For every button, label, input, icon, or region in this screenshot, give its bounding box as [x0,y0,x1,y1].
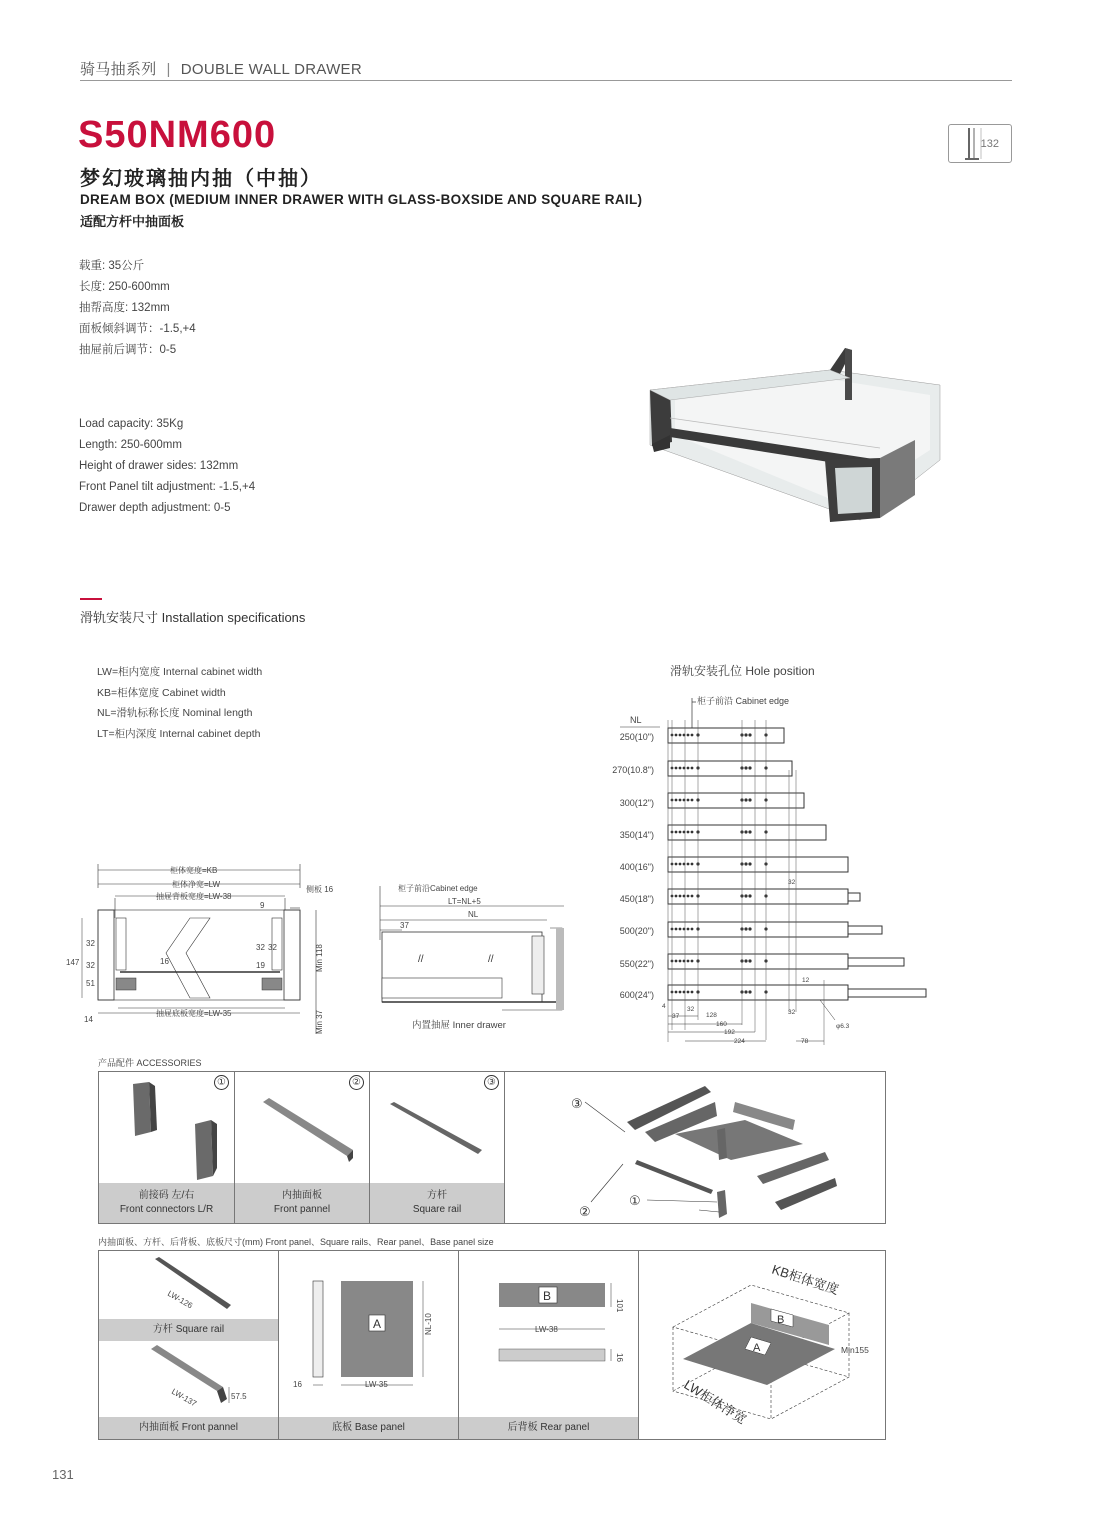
legend-line: KB=柜体宽度 Cabinet width [97,686,226,699]
rear-dim: 16 [615,1353,624,1362]
mounting-hole [744,830,747,833]
base-panel-label: 底板 Base panel [279,1417,458,1439]
hole-dim: 4 [662,1003,666,1010]
mounting-hole [748,959,751,962]
mounting-hole [691,960,694,963]
page-number: 131 [52,1467,74,1482]
slide-rail [668,889,848,904]
hole-dim: 192 [724,1029,735,1036]
mounting-hole [748,927,751,930]
mounting-hole [687,831,690,834]
accessory-cn: 方杆 [427,1190,447,1201]
iso-lw-label: LW柜体净宽 [681,1376,750,1427]
nl-row-label: 250(10") [619,732,654,742]
mounting-hole [675,960,678,963]
front-section-diagram [60,858,350,1038]
lt-label: LT=NL+5 [448,897,481,906]
square-rail-icon [370,1072,505,1182]
accessory-caption [370,1183,504,1223]
callout-2: ② [579,1204,591,1219]
side-cabinet-edge: 柜子前沿Cabinet edge [398,884,478,893]
spec-line: 抽屉前后调节：0-5 [79,344,177,356]
accessory-number: ② [349,1075,364,1090]
front-dim: Min 118 [315,944,324,972]
accessories-label: 产品配件 ACCESSORIES [98,1058,202,1068]
specs-cn [79,256,196,361]
nl-row-label: 300(12") [619,798,654,808]
spec-line: 抽帮高度: 132mm [79,302,170,314]
exploded-view-cell [505,1072,886,1223]
rail-panel-cell [99,1251,279,1439]
installation-title: 滑轨安装尺寸 Installation specifications [80,610,306,625]
sizes-table [98,1250,886,1440]
accessory-en: Square rail [412,1204,462,1215]
spec-line: Drawer depth adjustment: 0-5 [79,502,231,514]
svg-text://: // [418,954,424,965]
mounting-hole [691,831,694,834]
sizes-label: 内抽面板、方杆、后背板、底板尺寸(mm) Front panel、Square rails、Rear panel、Base panel size [98,1237,494,1247]
nl-header: NL [630,715,642,725]
mounting-hole [687,799,690,802]
spec-line: Length: 250-600mm [79,439,182,451]
back-width-label: 抽屉背板宽度=LW-38 [156,892,232,901]
inner-drawer-caption: 内置抽屉 Inner drawer [412,1020,506,1031]
model-number: S50NM600 [78,114,277,156]
nl-row-label: 550(22") [619,959,654,969]
mounting-hole [744,990,747,993]
mounting-hole [675,799,678,802]
legend-line: LW=柜内宽度 Internal cabinet width [97,666,263,678]
mounting-hole [687,863,690,866]
front-panel-drawing [99,1341,279,1421]
slide-rail-extension [848,893,860,901]
mounting-hole [675,928,678,931]
series-cn: 骑马抽系列 [80,61,157,78]
mounting-hole [679,863,682,866]
mounting-hole [744,927,747,930]
nl-row-label: 500(20") [619,926,654,936]
mounting-hole [744,766,747,769]
spec-line: 面板倾斜调节：-1.5,+4 [79,323,196,335]
mounting-hole [679,991,682,994]
slide-rail [668,922,848,937]
mounting-hole [691,799,694,802]
product-subtitle-cn: 适配方杆中抽面板 [80,214,185,229]
abbreviation-legend [97,662,262,744]
mounting-hole [675,863,678,866]
mounting-hole [744,798,747,801]
accessory-caption [99,1183,234,1223]
accessory-number: ③ [484,1075,499,1090]
hole-dim: 32 [687,1006,695,1013]
slide-rail [668,985,848,1000]
accessory-cn: 内抽面板 [282,1190,322,1201]
callout-1: ① [629,1193,641,1208]
front-dim: 14 [84,1015,93,1024]
hole-dim: 224 [734,1038,745,1045]
hole-dim: φ6.3 [836,1023,850,1030]
svg-text://: // [488,954,494,965]
hole-dim: 160 [716,1021,727,1028]
mounting-hole [675,734,678,737]
hole-dim: 32 [788,1009,796,1016]
spec-line: 载重: 35公斤 [79,260,145,272]
iso-min-label: Min155 [841,1345,869,1355]
mounting-hole [679,895,682,898]
nl-row-label: 450(18") [619,894,654,904]
front-dim: 147 [66,958,80,967]
rear-b-mark: B [543,1289,552,1303]
rear-dim: LW-38 [535,1325,558,1334]
accessory-en: Front pannel [273,1204,331,1215]
hole-position-title: 滑轨安装孔位 Hole position [670,664,815,678]
front-dim: 19 [256,961,265,970]
front-dim: 32 [268,943,277,952]
nl-label: NL [468,910,479,919]
mounting-hole [675,831,678,834]
mounting-hole [687,734,690,737]
front-dim: 32 [86,939,95,948]
iso-view-cell [639,1251,886,1439]
legend-line: LT=柜内深度 Internal cabinet depth [97,727,261,740]
mounting-hole [687,767,690,770]
side-section-diagram [372,880,582,1020]
section-accent [80,598,102,600]
hole-position-diagram [610,690,950,1050]
slide-rail [668,761,792,776]
nl-row-label: 400(16") [619,862,654,872]
accessory-cell [235,1072,370,1223]
mounting-hole [687,895,690,898]
lw-label: 柜体净宽=LW [172,880,221,889]
accessory-number: ① [214,1075,229,1090]
mounting-hole [748,733,751,736]
rear-dim: 101 [615,1299,624,1313]
mounting-hole [748,862,751,865]
rear-panel-cell [459,1251,639,1439]
mounting-hole [748,830,751,833]
legend-line: NL=滑轨标称长度 Nominal length [97,707,253,719]
mounting-hole [691,928,694,931]
spec-line: Load capacity: 35Kg [79,418,184,430]
front-panel-icon [235,1072,370,1182]
spec-line: Height of drawer sides: 132mm [79,460,239,472]
rear-panel-label: 后背板 Rear panel [459,1417,638,1439]
mounting-hole [679,960,682,963]
accessory-cell [370,1072,505,1223]
base-panel-drawing [279,1251,459,1411]
square-rail-drawing [99,1251,279,1321]
mounting-hole [675,895,678,898]
iso-kb-label: KB柜体宽度 [770,1261,841,1298]
accessory-cell [99,1072,235,1223]
side-panel-label: 侧板 16 [306,885,334,894]
slide-rail-extension [848,958,904,966]
iso-a-mark: A [753,1342,761,1354]
height-badge [948,124,1012,163]
kb-label: 柜体宽度=KB [170,866,218,875]
mounting-hole [675,767,678,770]
hole-dim: 78 [801,1038,809,1045]
front-panel-label: 内抽面板 Front pannel [99,1417,278,1439]
accessory-en: Front connectors L/R [119,1204,214,1215]
accessory-caption [235,1183,369,1223]
rear-panel-drawing [459,1251,639,1411]
mounting-hole [691,895,694,898]
side-dim-37: 37 [400,921,409,930]
iso-assembly-diagram [639,1251,886,1439]
slide-rail [668,954,848,969]
mounting-hole [748,990,751,993]
front-dim: Min 37 [315,1009,324,1034]
front-dim: 16 [160,957,169,966]
mounting-hole [748,766,751,769]
front-connector-icon [99,1072,235,1182]
exploded-view-diagram [505,1072,886,1223]
series-header [80,58,362,79]
product-title-en: DREAM BOX (MEDIUM INNER DRAWER WITH GLASS-BOXSIDE AND SQUARE RAIL) [80,192,643,207]
mounting-hole [744,862,747,865]
mounting-hole [691,991,694,994]
mounting-hole [687,928,690,931]
front-dim: 32 [256,943,265,952]
front-dim: 9 [260,901,265,910]
hole-dim: 37 [672,1013,680,1020]
front-dim: 51 [86,979,95,988]
spec-line: 长度: 250-600mm [79,281,170,293]
mounting-hole [679,734,682,737]
mounting-hole [675,991,678,994]
hole-dim: 128 [706,1012,717,1019]
square-rail-label: 方杆 Square rail [99,1319,278,1341]
iso-b-mark: B [777,1314,785,1326]
accessories-table [98,1071,886,1224]
mounting-hole [687,960,690,963]
mounting-hole [691,863,694,866]
nl-row-label: 270(10.8") [612,765,654,775]
slide-rail [668,857,848,872]
mounting-hole [679,767,682,770]
cabinet-edge-label: 柜子前沿 Cabinet edge [697,696,790,706]
base-dim: NL-10 [424,1313,433,1335]
base-dim: LW-35 [365,1380,388,1389]
header-separator: | [166,61,171,78]
base-dim: 16 [293,1380,302,1389]
front-panel-height: 57.5 [231,1392,247,1401]
hole-dim: 12 [802,977,810,984]
mounting-hole [748,798,751,801]
nl-row-label: 350(14") [619,830,654,840]
mounting-hole [748,894,751,897]
hole-dim: 32 [788,879,796,886]
mounting-hole [691,767,694,770]
product-title-cn: 梦幻玻璃抽内抽（中抽） [80,168,322,190]
mounting-hole [687,991,690,994]
mounting-hole [744,733,747,736]
base-panel-cell [279,1251,459,1439]
callout-3: ③ [571,1096,583,1111]
square-rail-dim: LW-126 [166,1288,195,1311]
badge-height-value: 132 [980,138,999,150]
slide-rail-extension [848,989,926,997]
specs-en [79,414,255,519]
header-divider [80,80,1012,81]
mounting-hole [691,734,694,737]
spec-line: Front Panel tilt adjustment: -1.5,+4 [79,481,256,493]
nl-row-label: 600(24") [619,990,654,1000]
series-en: DOUBLE WALL DRAWER [180,61,362,78]
slide-rail-extension [848,926,882,934]
mounting-hole [679,928,682,931]
front-dim: 32 [86,961,95,970]
accessory-cn: 前接码 左/右 [138,1190,195,1201]
mounting-hole [744,959,747,962]
mounting-hole [679,831,682,834]
mounting-hole [679,799,682,802]
base-a-mark: A [373,1317,382,1331]
front-panel-dim: LW-137 [170,1386,199,1409]
mounting-hole [744,894,747,897]
base-width-label: 抽屉底板宽度=LW-35 [156,1009,232,1018]
product-drawer-image [640,340,950,535]
